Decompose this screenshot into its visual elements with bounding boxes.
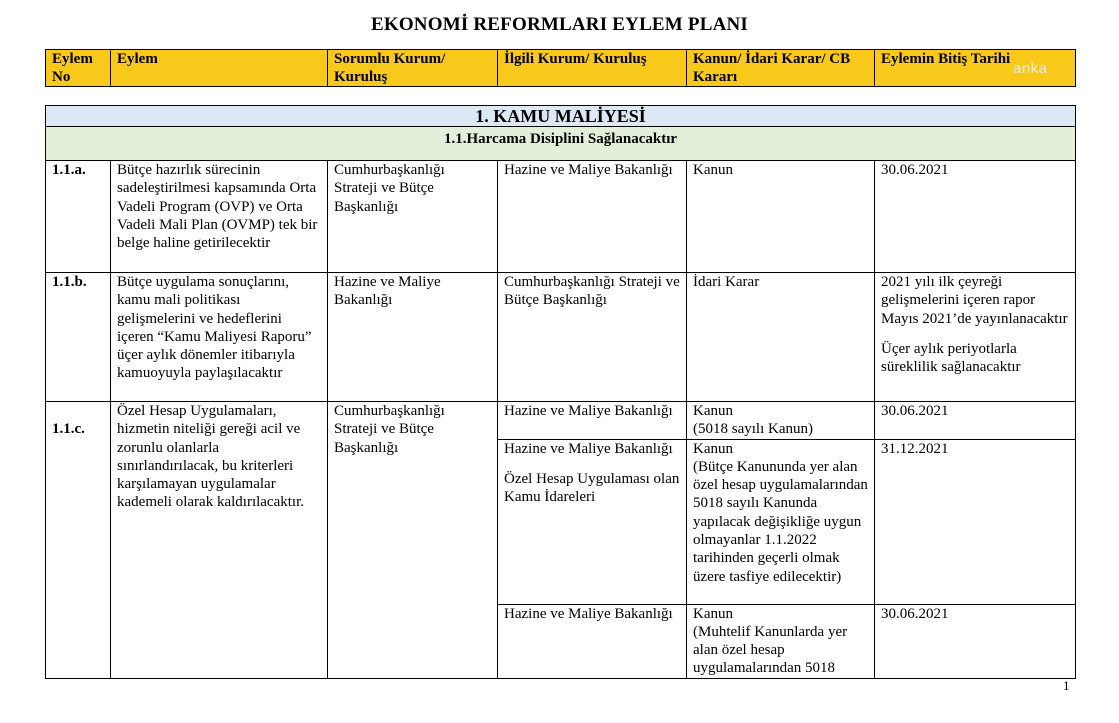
legal-basis-detail: (5018 sayılı Kanun) (693, 421, 813, 438)
section-title: 1. KAMU MALİYESİ (46, 106, 1076, 127)
deadline: 30.06.2021 (875, 402, 1076, 440)
related-institution: Hazine ve Maliye Bakanlığı Özel Hesap Uygulaması olan Kamu İdareleri (498, 439, 687, 604)
action-number: 1.1.c. (46, 402, 111, 679)
document-title: EKONOMİ REFORMLARI EYLEM PLANI (370, 14, 749, 35)
page-number: 1 (1063, 678, 1070, 693)
header-no: Eylem No (46, 50, 111, 87)
deadline-note: Üçer aylık periyotlarla süreklilik sağlanacaktır (881, 340, 1021, 376)
deadline: 31.12.2021 (875, 439, 1076, 604)
header-row (46, 50, 1076, 87)
header-law: Kanun/ İdari Karar/ CB Kararı (687, 50, 875, 87)
action-text: Bütçe hazırlık sürecinin sadeleştirilmesi kapsamında Orta Vadeli Program (OVP) ve Orta Vadeli Mali Plan (OVMP) tek bir belge haline getirilecektir (111, 161, 328, 273)
responsible-institution: Cumhurbaşkanlığı Strateji ve Bütçe Başkanlığı (328, 402, 498, 679)
responsible-institution: Cumhurbaşkanlığı Strateji ve Bütçe Başkanlığı (328, 161, 498, 273)
related-institution: Hazine ve Maliye Bakanlığı (498, 604, 687, 678)
deadline-text: 2021 yılı ilk çeyreği gelişmelerini içeren rapor Mayıs 2021’de yayınlanacaktır (881, 274, 1068, 327)
legal-basis: İdari Karar (687, 273, 875, 402)
watermark-logo: anka (1013, 60, 1048, 77)
legal-basis: Kanun (687, 161, 875, 273)
action-plan-table (45, 105, 1076, 679)
action-text: Bütçe uygulama sonuçlarını, kamu mali politikası gelişmelerini ve hedeflerini içeren “Kamu Maliyesi Raporu” üçer aylık dönemler itibarıyla kamuoyuyla paylaşılacaktır (111, 273, 328, 402)
legal-basis: Kanun (Muhtelif Kanunlarda yer alan özel hesap uygulamalarından 5018 (687, 604, 875, 678)
related-institution: Hazine ve Maliye Bakanlığı (498, 161, 687, 273)
action-text: Özel Hesap Uygulamaları, hizmetin niteliği gereği acil ve zorunlu olanlarla sınırlandırılacak, bu kriterleri karşılamayan uygulamalar kademeli olarak kaldırılacaktır. (111, 402, 328, 679)
deadline (875, 273, 1076, 402)
legal-basis: Kanun (Bütçe Kanununda yer alan özel hesap uygulamalarından 5018 sayılı Kanunda yapılacak değişikliğe uygun olmayanlar 1.1.2022 tarihinden geçerli olmak üzere tasfiye edilecektir) (687, 439, 875, 604)
header-action: Eylem (111, 50, 328, 87)
responsible-institution: Hazine ve Maliye Bakanlığı (328, 273, 498, 402)
table-row (46, 273, 1076, 402)
action-number: 1.1.b. (46, 273, 111, 402)
subsection-title: 1.1.Harcama Disiplini Sağlanacaktır (46, 127, 1076, 161)
table-row (46, 402, 1076, 440)
deadline: 30.06.2021 (875, 604, 1076, 678)
action-number: 1.1.a. (46, 161, 111, 273)
related-institution: Cumhurbaşkanlığı Strateji ve Bütçe Başkanlığı (498, 273, 687, 402)
related-institution: Hazine ve Maliye Bakanlığı (498, 402, 687, 440)
section-row (46, 106, 1076, 127)
legal-basis: Kanun (5018 sayılı Kanun) (687, 402, 875, 440)
header-related: İlgili Kurum/ Kuruluş (498, 50, 687, 87)
table-row (46, 161, 1076, 273)
legal-basis-detail: (Bütçe Kanununda yer alan özel hesap uygulamalarından 5018 sayılı Kanunda yapılacak değişikliğe uygun olmayanlar 1.1.2022 tarihinden geçerli olmak üzere tasfiye edilecektir) (693, 458, 868, 585)
legal-basis-detail: (Muhtelif Kanunlarda yer alan özel hesap uygulamalarından 5018 (693, 623, 848, 677)
header-deadline: Eylemin Bitiş Tarihi (875, 50, 1076, 87)
header-responsible: Sorumlu Kurum/ Kuruluş (328, 50, 498, 87)
related-institution-secondary: Özel Hesap Uygulaması olan Kamu İdareleri (504, 470, 680, 506)
header-table (45, 49, 1076, 87)
subsection-row (46, 127, 1076, 161)
deadline: 30.06.2021 (875, 161, 1076, 273)
